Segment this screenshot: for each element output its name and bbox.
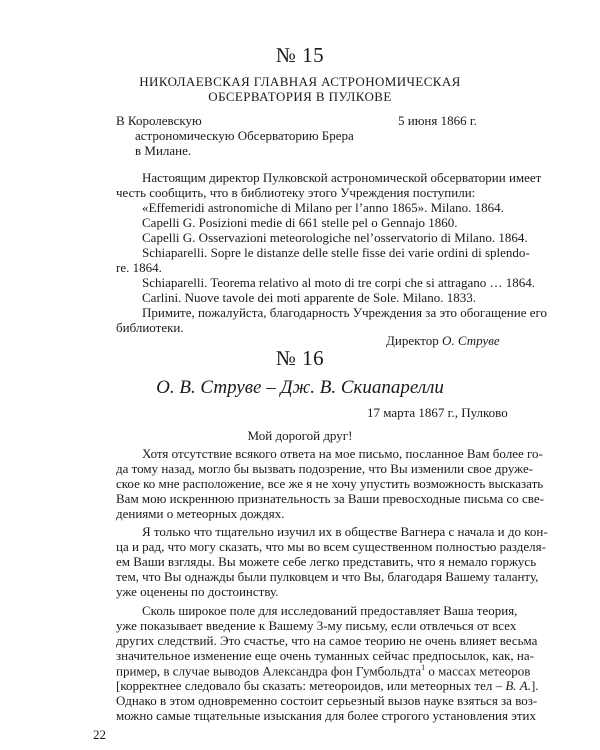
footnote-marker: 1 [421, 663, 426, 672]
addressee-line: В Королевскую [116, 113, 202, 128]
page-number: 22 [93, 727, 106, 742]
paragraph-line: да тому назад, могло бы вызвать подозрение, что Вы изменили свое друже- [116, 461, 534, 476]
letter-date-place: 17 марта 1867 г., Пулково [367, 405, 508, 420]
paragraph-line: ское ко мне расположение, все же я не хочу упустить возможность высказать [116, 476, 544, 491]
salutation: Мой дорогой друг! [247, 428, 353, 443]
paragraph-line: других следствий. Это счастье, что на самое теорию не очень влияет весьма [116, 633, 538, 648]
body-line: Примите, пожалуйста, благодарность Учреждения за это обогащение его [142, 305, 548, 320]
signature-name: О. Струве [442, 333, 500, 348]
library-entry: Capelli G. Posizioni medie di 661 stelle pel o Gennajo 1860. [142, 215, 458, 230]
paragraph-line: ем Ваши взгляды. Вы можете себе легко представить, что я немало горжусь [116, 554, 537, 569]
paragraph-line: Вам мою искреннюю признательность за Ваши превосходные письма со све- [116, 491, 544, 506]
paragraph-text: [корректнее следовало бы сказать: метеороидов, или метеорных тел – [116, 678, 503, 693]
paragraph-line: Я только что тщательно изучил их в обществе Вагнера с начала и до кон- [142, 524, 548, 539]
paragraph-line [116, 663, 530, 679]
library-entry: Carlini. Nuove tavole dei moti apparente de Sole. Milano. 1833. [142, 290, 476, 305]
library-entry: Schiaparelli. Sopre le distanze delle stelle fisse dei varie ordini di splendo- [142, 245, 530, 260]
signature-title: Директор [386, 333, 439, 348]
body-line: библиотеки. [116, 320, 184, 335]
document-number-16: № 16 [275, 346, 325, 370]
body-line: Настоящим директор Пулковской астрономической обсерватории имеет [142, 170, 542, 185]
paragraph-line: дениями о метеорных дождях. [116, 506, 285, 521]
paragraph-line: уже показывает введение к Вашему 3-му письму, если отвлечься от всех [116, 618, 517, 633]
letter-title: О. В. Струве – Дж. В. Скиапарелли [156, 377, 444, 398]
body-line: честь сообщить, что в библиотеку этого Учреждения поступили: [116, 185, 476, 200]
addressee-block [116, 113, 354, 158]
paragraph-line [116, 678, 539, 694]
document-number-15: № 15 [275, 43, 325, 67]
paragraph-line: тем, что Вы однажды были пулковцем и что Вы, благодаря Вашему таланту, [116, 569, 539, 584]
paragraph-line: уже оценены по достоинству. [116, 584, 279, 599]
paragraph-line: ца и рад, что могу сказать, что мы во всем существенном полностью разделя- [116, 539, 546, 554]
addressee-line: в Милане. [135, 143, 192, 158]
paragraph-line: Однако в этом одновременно состоит серьезный вызов науке взяться за воз- [116, 693, 538, 708]
paragraph-line: можно самые тщательные изыскания для более строгого установления этих [116, 708, 536, 723]
addressee-line: астрономическую Обсерваторию Брера [135, 128, 354, 143]
letter-date: 5 июня 1866 г. [398, 113, 477, 128]
paragraph-line: значительное изменение еще очень туманных сейчас предпосылок, как, на- [116, 648, 534, 663]
paragraph-text: пример, в случае выводов Александра фон Гумбольдта [116, 663, 422, 679]
paragraph-line: Хотя отсутствие всякого ответа на мое письмо, посланное Вам более го- [142, 446, 543, 461]
library-entry-continued: re. 1864. [116, 260, 162, 275]
paragraph-text: о массах метеоров [425, 663, 531, 679]
paragraph-text: ]. [530, 678, 539, 693]
library-entry: «Effemeridi astronomiche di Milano per l’anno 1865». Milano. 1864. [142, 200, 504, 215]
organization-heading-line-2: ОБСЕРВАТОРИЯ В ПУЛКОВЕ [208, 89, 392, 104]
library-entry: Schiaparelli. Teorema relativo al moto di tre corpi che si attragano … 1864. [142, 275, 536, 290]
paragraph-line: Сколь широкое поле для исследований предоставляет Ваша теория, [142, 603, 518, 618]
editor-initials: В. А. [505, 678, 531, 693]
library-entry: Capelli G. Osservazioni meteorologiche nel’osservatorio di Milano. 1864. [142, 230, 528, 245]
organization-heading-line-1: НИКОЛАЕВСКАЯ ГЛАВНАЯ АСТРОНОМИЧЕСКАЯ [139, 74, 461, 89]
